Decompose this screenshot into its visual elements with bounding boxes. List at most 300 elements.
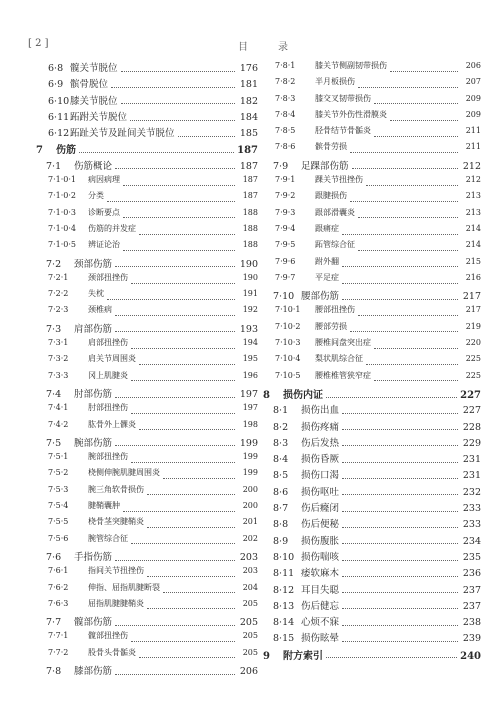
toc-entry-title: 伤后癃闭 xyxy=(301,503,340,515)
toc-subsection[interactable] xyxy=(36,337,258,353)
toc-entry-page: 188 xyxy=(242,240,258,250)
toc-entry-title: 损伤内证 xyxy=(283,389,323,401)
toc-entry-number: 7·4·1 xyxy=(48,403,69,413)
dot-leader xyxy=(342,543,458,544)
toc-entry-page: 213 xyxy=(465,191,481,201)
toc-entry-page: 197 xyxy=(239,388,258,400)
toc-section[interactable] xyxy=(263,533,481,549)
toc-entry-page: 182 xyxy=(239,95,258,107)
dot-leader xyxy=(139,364,235,365)
dot-leader xyxy=(374,348,458,349)
toc-section[interactable] xyxy=(263,598,481,614)
toc-subsection[interactable] xyxy=(263,207,481,223)
toc-section[interactable] xyxy=(263,484,481,500)
toc-section[interactable] xyxy=(263,435,481,451)
dot-leader xyxy=(358,87,458,88)
toc-entry-page: 233 xyxy=(462,519,481,531)
toc-entry-page: 209 xyxy=(465,109,481,119)
toc-entry-page: 212 xyxy=(465,175,481,185)
toc-subsection[interactable] xyxy=(36,630,258,646)
toc-entry-number: 8 xyxy=(263,389,270,401)
toc-entry-page: 211 xyxy=(465,142,481,152)
toc-entry-number: 6·12 xyxy=(48,128,70,140)
toc-entry-page: 216 xyxy=(465,272,481,282)
toc-entry-title: 伸指、屈指肌腱断裂 xyxy=(88,582,160,592)
dot-leader xyxy=(130,120,235,121)
toc-subsection[interactable] xyxy=(36,533,258,549)
toc-entry-title: 跖跗关节脱位 xyxy=(70,111,128,123)
dot-leader xyxy=(350,152,458,153)
toc-entry-number: 7·7·1 xyxy=(48,631,69,641)
toc-subsection[interactable] xyxy=(263,174,481,190)
toc-section[interactable] xyxy=(263,451,481,467)
toc-entry-page: 227 xyxy=(462,405,481,417)
toc-entry-number: 7·9·1 xyxy=(275,175,296,185)
toc-subsection[interactable] xyxy=(263,76,481,92)
toc-entry-page: 217 xyxy=(462,291,481,303)
dot-leader xyxy=(163,478,235,479)
toc-subsection[interactable] xyxy=(263,337,481,353)
dot-leader xyxy=(107,299,235,300)
dot-leader xyxy=(358,315,458,316)
toc-entry-title: 诊断要点 xyxy=(88,207,120,217)
dot-leader xyxy=(342,299,458,300)
dot-leader xyxy=(115,625,235,626)
toc-entry-number: 8·8 xyxy=(273,519,289,531)
toc-entry-number: 7·6 xyxy=(46,551,62,563)
toc-entry-page: 187 xyxy=(242,175,258,185)
toc-entry-page: 176 xyxy=(239,63,258,74)
toc-entry-page: 232 xyxy=(462,486,481,498)
toc-entry-title: 桡侧伸腕肌腱周围炎 xyxy=(88,468,160,478)
toc-entry-number: 7·2·3 xyxy=(48,305,69,315)
toc-subsection[interactable] xyxy=(36,370,258,386)
toc-entry-number: 9 xyxy=(263,650,270,662)
toc-entry-title: 腕管综合征 xyxy=(88,533,128,543)
toc-section[interactable] xyxy=(263,158,481,174)
toc-chapter[interactable] xyxy=(263,647,481,663)
toc-entry-title: 指间关节扭挫伤 xyxy=(88,566,144,576)
toc-section[interactable] xyxy=(263,549,481,565)
toc-entry-page: 214 xyxy=(465,223,481,233)
dot-leader xyxy=(352,168,458,169)
toc-entry-number: 7·9·3 xyxy=(275,207,296,217)
dot-leader xyxy=(390,120,458,121)
toc-entry-title: 伤筋的并发症 xyxy=(88,223,136,233)
toc-entry-title: 损伤出血 xyxy=(301,405,340,417)
toc-subsection[interactable] xyxy=(263,223,481,239)
toc-entry-page: 187 xyxy=(242,191,258,201)
toc-entry-number: 7·10·4 xyxy=(275,354,301,364)
toc-entry-page: 240 xyxy=(460,650,481,662)
dot-leader xyxy=(342,641,458,642)
toc-section[interactable] xyxy=(36,321,258,337)
dot-leader xyxy=(342,234,458,235)
toc-subsection[interactable] xyxy=(36,272,258,288)
toc-entry-page: 199 xyxy=(242,452,258,462)
toc-chapter[interactable] xyxy=(263,386,481,402)
toc-entry-page: 227 xyxy=(460,389,481,401)
dot-leader xyxy=(147,527,235,528)
toc-entry-number: 8·1 xyxy=(273,405,289,417)
toc-entry-page: 203 xyxy=(239,551,258,563)
toc-entry-title: 腕部伤筋 xyxy=(74,437,113,449)
toc-entry-title: 髋部扭挫伤 xyxy=(88,631,128,641)
toc-subsection[interactable] xyxy=(36,516,258,532)
toc-section[interactable] xyxy=(263,419,481,435)
toc-entry-page: 195 xyxy=(242,354,258,364)
toc-entry-title: 手指伤筋 xyxy=(74,551,113,563)
toc-entry-number: 8·7 xyxy=(273,503,289,515)
toc-entry-page: 200 xyxy=(242,484,258,494)
toc-section[interactable] xyxy=(36,256,258,272)
dot-leader xyxy=(342,576,458,577)
dot-leader xyxy=(163,592,235,593)
toc-entry-number: 7·5·3 xyxy=(48,484,69,494)
toc-entry-number: 7·3·3 xyxy=(48,370,69,380)
toc-entry-title: 腰椎间盘突出症 xyxy=(315,338,371,348)
dot-leader xyxy=(147,494,235,495)
toc-entry-number: 7·4 xyxy=(46,388,62,400)
toc-section[interactable] xyxy=(36,435,258,451)
toc-entry-title: 心烦不寐 xyxy=(301,617,340,629)
toc-section[interactable] xyxy=(263,516,481,532)
toc-entry-page: 190 xyxy=(239,258,258,270)
toc-entry-title: 腰椎椎管狭窄症 xyxy=(315,370,371,380)
toc-entry-title: 分类 xyxy=(88,191,104,201)
toc-entry-number: 7·5·4 xyxy=(48,501,69,511)
toc-entry-page: 238 xyxy=(462,617,481,629)
toc-entry-title: 肘部扭挫伤 xyxy=(88,403,128,413)
dot-leader xyxy=(342,608,458,609)
toc-subsection[interactable] xyxy=(263,93,481,109)
toc-entry-page: 225 xyxy=(465,370,481,380)
toc-entry-title: 梨状肌综合征 xyxy=(315,354,363,364)
toc-subsection[interactable] xyxy=(263,190,481,206)
dot-leader xyxy=(115,445,235,446)
toc-subsection[interactable] xyxy=(263,239,481,255)
toc-section[interactable] xyxy=(36,614,258,630)
toc-entry-number: 7·7 xyxy=(46,617,62,629)
toc-entry-number: 7·8·6 xyxy=(275,142,296,152)
toc-entry-page: 237 xyxy=(462,584,481,596)
dot-leader xyxy=(350,201,458,202)
toc-section[interactable] xyxy=(36,93,258,109)
toc-subsection[interactable] xyxy=(263,370,481,386)
toc-entry-number: 7·3 xyxy=(46,323,62,335)
page-number: [ 2 ] xyxy=(28,38,49,49)
toc-entry-page: 204 xyxy=(242,582,258,592)
toc-entry-title: 损伤口渴 xyxy=(301,470,340,482)
toc-entry-page: 213 xyxy=(465,207,481,217)
toc-entry-number: 7·1·0·3 xyxy=(48,207,76,217)
running-title: 目录 xyxy=(238,42,318,53)
toc-subsection[interactable] xyxy=(36,223,258,239)
toc-entry-number: 7·9 xyxy=(273,160,289,172)
toc-entry-title: 胫骨结节骨骺炎 xyxy=(315,126,371,136)
toc-subsection[interactable] xyxy=(36,565,258,581)
toc-entry-title: 跖趾关节及趾间关节脱位 xyxy=(70,128,175,140)
toc-entry-number: 7·9·7 xyxy=(275,272,296,282)
toc-entry-number: 7·1·0·4 xyxy=(48,223,76,233)
toc-subsection[interactable] xyxy=(263,141,481,157)
toc-entry-title: 跟部滑囊炎 xyxy=(315,207,355,217)
toc-subsection[interactable] xyxy=(36,500,258,516)
toc-subsection[interactable] xyxy=(36,451,258,467)
toc-subsection[interactable] xyxy=(263,353,481,369)
toc-entry-number: 8·11 xyxy=(273,568,295,580)
toc-entry-number: 6·9 xyxy=(48,79,64,91)
toc-entry-title: 伤后健忘 xyxy=(301,600,340,612)
toc-section[interactable] xyxy=(263,565,481,581)
toc-subsection[interactable] xyxy=(263,109,481,125)
dot-leader xyxy=(131,348,235,349)
toc-entry-number: 7·2·1 xyxy=(48,272,69,282)
toc-entry-page: 233 xyxy=(462,503,481,515)
toc-entry-title: 损伤喘咳 xyxy=(301,551,340,563)
toc-entry-page: 231 xyxy=(462,454,481,466)
dot-leader xyxy=(111,87,235,88)
toc-entry-number: 7·9·6 xyxy=(275,256,296,266)
toc-entry-number: 7·8·3 xyxy=(275,93,296,103)
toc-entry-title: 腕部扭挫伤 xyxy=(88,452,128,462)
toc-entry-title: 冈上肌腱炎 xyxy=(88,370,128,380)
dot-leader xyxy=(342,413,458,414)
toc-subsection[interactable] xyxy=(263,60,481,76)
toc-entry-number: 7·5·2 xyxy=(48,468,69,478)
toc-entry-number: 7·6·1 xyxy=(48,566,69,576)
dot-leader xyxy=(115,397,235,398)
dot-leader xyxy=(131,641,235,642)
dot-leader xyxy=(131,462,235,463)
toc-section[interactable] xyxy=(36,125,258,141)
page-header xyxy=(28,38,472,54)
toc-section[interactable] xyxy=(263,402,481,418)
toc-entry-title: 肩部扭挫伤 xyxy=(88,338,128,348)
toc-entry-page: 196 xyxy=(242,370,258,380)
toc-entry-title: 髌骨脱位 xyxy=(70,79,109,91)
toc-entry-page: 231 xyxy=(462,470,481,482)
toc-entry-page: 239 xyxy=(462,633,481,645)
toc-entry-page: 235 xyxy=(462,551,481,563)
toc-entry-title: 半月板损伤 xyxy=(315,77,355,87)
dot-leader xyxy=(115,266,235,267)
toc-entry-page: 184 xyxy=(239,111,258,123)
dot-leader xyxy=(147,608,235,609)
dot-leader xyxy=(342,445,458,446)
toc-entry-page: 217 xyxy=(465,305,481,315)
dot-leader xyxy=(366,364,458,365)
toc-entry-number: 7·10 xyxy=(273,291,295,303)
dot-leader xyxy=(374,103,458,104)
toc-subsection[interactable] xyxy=(36,190,258,206)
toc-entry-number: 8·3 xyxy=(273,437,289,449)
dot-leader xyxy=(358,217,458,218)
toc-subsection[interactable] xyxy=(36,207,258,223)
toc-section[interactable] xyxy=(36,663,258,679)
toc-entry-title: 附方索引 xyxy=(283,650,323,662)
dot-leader xyxy=(131,413,235,414)
dot-leader xyxy=(342,511,458,512)
dot-leader xyxy=(342,429,458,430)
toc-section[interactable] xyxy=(263,500,481,516)
toc-subsection[interactable] xyxy=(263,125,481,141)
dot-leader xyxy=(123,185,235,186)
toc-entry-title: 髋关节脱位 xyxy=(70,63,118,74)
toc-entry-number: 7·6·3 xyxy=(48,598,69,608)
toc-entry-title: 平足症 xyxy=(315,272,339,282)
toc-subsection[interactable] xyxy=(36,174,258,190)
toc-entry-title: 颈椎病 xyxy=(88,305,112,315)
toc-entry-title: 肘部伤筋 xyxy=(74,388,113,400)
toc-subsection[interactable] xyxy=(263,256,481,272)
toc-entry-number: 8·13 xyxy=(273,600,295,612)
toc-entry-title: 颈部扭挫伤 xyxy=(88,272,128,282)
toc-entry-number: 7·8·2 xyxy=(275,77,296,87)
toc-subsection[interactable] xyxy=(36,598,258,614)
toc-subsection[interactable] xyxy=(36,419,258,435)
toc-entry-page: 234 xyxy=(462,535,481,547)
toc-entry-number: 7·8 xyxy=(46,665,62,677)
toc-entry-page: 205 xyxy=(242,598,258,608)
toc-chapter[interactable] xyxy=(36,141,258,157)
toc-entry-title: 腕三角软骨损伤 xyxy=(88,484,144,494)
toc-entry-title: 跟腱损伤 xyxy=(315,191,347,201)
dot-leader xyxy=(366,185,458,186)
toc-entry-page: 193 xyxy=(239,323,258,335)
toc-subsection[interactable] xyxy=(36,647,258,663)
toc-entry-page: 236 xyxy=(462,568,481,580)
toc-subsection[interactable] xyxy=(36,304,258,320)
toc-entry-page: 207 xyxy=(465,77,481,87)
toc-subsection[interactable] xyxy=(36,467,258,483)
toc-subsection[interactable] xyxy=(36,288,258,304)
toc-subsection[interactable] xyxy=(36,353,258,369)
toc-entry-page: 200 xyxy=(242,501,258,511)
toc-section[interactable] xyxy=(263,614,481,630)
toc-entry-number: 8·6 xyxy=(273,486,289,498)
toc-entry-number: 7·8·1 xyxy=(275,61,296,70)
dot-leader xyxy=(107,201,235,202)
toc-entry-title: 膝关节侧副韧带损伤 xyxy=(315,61,387,70)
toc-entry-number: 8·12 xyxy=(273,584,295,596)
toc-entry-page: 188 xyxy=(242,207,258,217)
dot-leader xyxy=(115,315,235,316)
toc-entry-page: 219 xyxy=(465,321,481,331)
toc-section[interactable] xyxy=(263,582,481,598)
toc-section[interactable] xyxy=(263,630,481,646)
toc-section[interactable] xyxy=(36,386,258,402)
toc-entry-number: 7·5 xyxy=(46,437,62,449)
toc-subsection[interactable] xyxy=(36,582,258,598)
dot-leader xyxy=(121,71,235,72)
dot-leader xyxy=(115,560,235,561)
toc-entry-title: 肩部伤筋 xyxy=(74,323,113,335)
toc-entry-page: 187 xyxy=(237,145,258,157)
toc-entry-page: 220 xyxy=(465,338,481,348)
toc-entry-number: 7·1·0·2 xyxy=(48,191,76,201)
dot-leader xyxy=(123,250,235,251)
toc-entry-page: 228 xyxy=(462,421,481,433)
toc-entry-number: 7·2·2 xyxy=(48,289,69,299)
toc-entry-title: 腰部劳损 xyxy=(315,321,347,331)
toc-entry-number: 8·15 xyxy=(273,633,295,645)
toc-entry-title: 跗外翻 xyxy=(315,256,339,266)
dot-leader xyxy=(326,657,457,658)
toc-entry-page: 205 xyxy=(242,647,258,657)
toc-entry-number: 6·8 xyxy=(48,63,64,74)
toc-section[interactable] xyxy=(263,288,481,304)
toc-entry-title: 桡骨茎突腱鞘炎 xyxy=(88,517,144,527)
toc-section[interactable] xyxy=(263,467,481,483)
toc-entry-page: 212 xyxy=(462,160,481,172)
toc-subsection[interactable] xyxy=(263,304,481,320)
toc-entry-title: 损伤昏厥 xyxy=(301,454,340,466)
toc-entry-title: 颈部伤筋 xyxy=(74,258,113,270)
toc-entry-title: 损伤腹胀 xyxy=(301,535,340,547)
toc-right-column xyxy=(263,60,481,663)
dot-leader xyxy=(342,283,458,284)
toc-entry-number: 7·9·5 xyxy=(275,240,296,250)
dot-leader xyxy=(115,674,235,675)
toc-subsection[interactable] xyxy=(36,239,258,255)
toc-subsection[interactable] xyxy=(263,321,481,337)
toc-entry-number: 7·9·2 xyxy=(275,191,296,201)
toc-entry-number: 7 xyxy=(36,145,43,157)
toc-entry-title: 屈指肌腱腱鞘炎 xyxy=(88,598,144,608)
toc-subsection[interactable] xyxy=(36,484,258,500)
dot-leader xyxy=(123,511,235,512)
toc-entry-number: 7·10·3 xyxy=(275,338,301,348)
toc-entry-number: 8·4 xyxy=(273,454,289,466)
toc-entry-title: 股骨头骨骺炎 xyxy=(88,647,136,657)
dot-leader xyxy=(121,103,235,104)
toc-subsection[interactable] xyxy=(263,272,481,288)
toc-entry-title: 伤后发热 xyxy=(301,437,340,449)
dot-leader xyxy=(79,152,234,153)
toc-entry-number: 7·10·2 xyxy=(275,321,301,331)
dot-leader xyxy=(390,71,458,72)
toc-entry-title: 肱骨外上髁炎 xyxy=(88,419,136,429)
toc-section[interactable] xyxy=(36,549,258,565)
toc-entry-page: 229 xyxy=(462,437,481,449)
dot-leader xyxy=(147,576,235,577)
toc-entry-title: 踝关节扭挫伤 xyxy=(315,175,363,185)
dot-leader xyxy=(131,380,235,381)
dot-leader xyxy=(115,331,235,332)
toc-subsection[interactable] xyxy=(36,402,258,418)
toc-entry-page: 199 xyxy=(239,437,258,449)
toc-entry-title: 损伤眩晕 xyxy=(301,633,340,645)
toc-section[interactable] xyxy=(36,158,258,174)
dot-leader xyxy=(178,136,235,137)
toc-section[interactable] xyxy=(36,109,258,125)
toc-entry-number: 7·1 xyxy=(46,160,62,172)
toc-entry-page: 214 xyxy=(465,240,481,250)
toc-entry-number: 7·10·5 xyxy=(275,370,301,380)
toc-entry-page: 201 xyxy=(242,517,258,527)
toc-entry-page: 187 xyxy=(239,160,258,172)
toc-entry-page: 206 xyxy=(465,61,481,70)
toc-entry-number: 8·2 xyxy=(273,421,289,433)
dot-leader xyxy=(342,560,458,561)
toc-entry-number: 7·3·2 xyxy=(48,354,69,364)
toc-entry-title: 腱鞘囊肿 xyxy=(88,501,120,511)
toc-section[interactable] xyxy=(36,76,258,92)
toc-section[interactable] xyxy=(36,60,258,76)
toc-entry-title: 足踝部伤筋 xyxy=(301,160,349,172)
dot-leader xyxy=(342,592,458,593)
